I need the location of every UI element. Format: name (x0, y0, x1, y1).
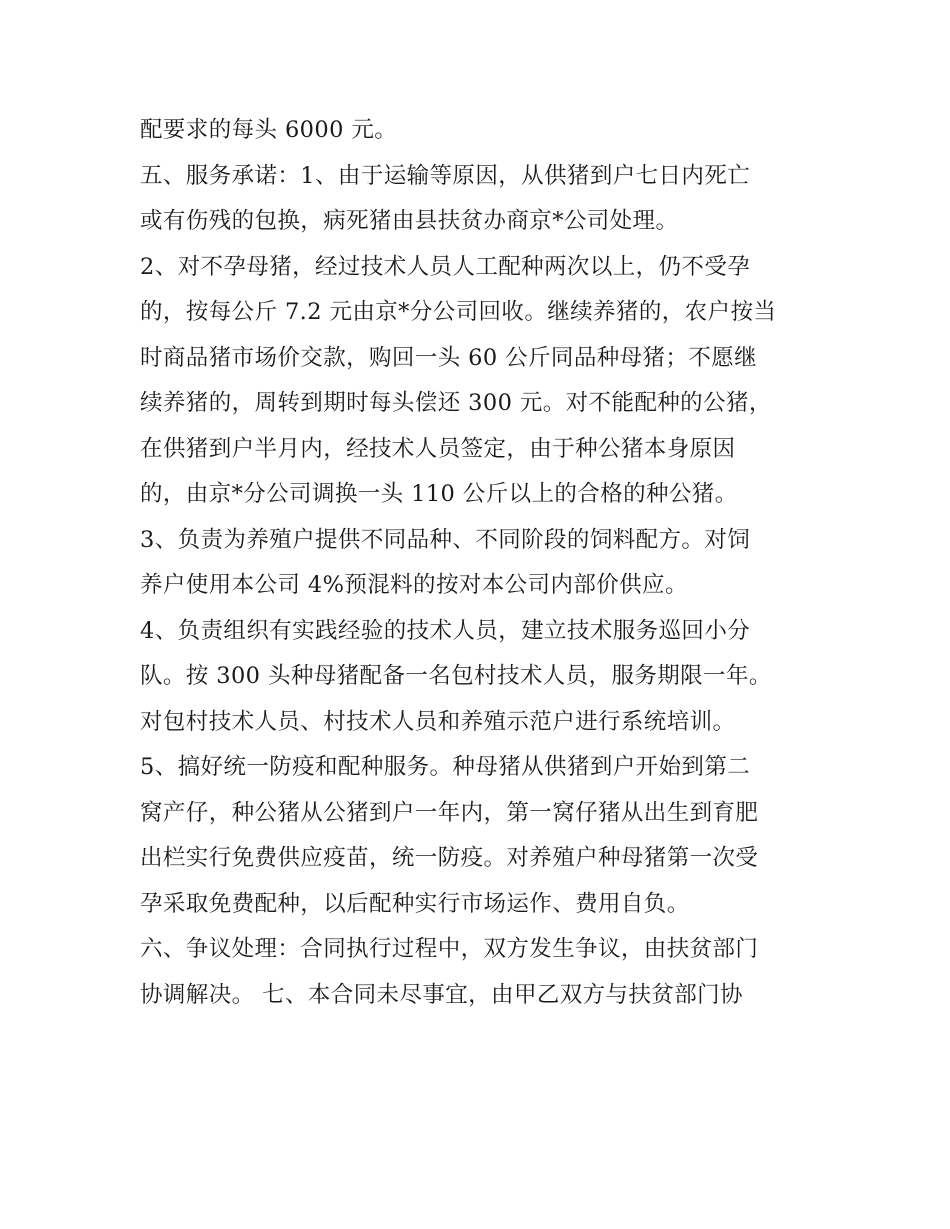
text-line: 对包村技术人员、村技术人员和养殖示范户进行系统培训。 (140, 708, 736, 735)
text-line: 2、对不孕母猪，经过技术人员人工配种两次以上，仍不受孕 (140, 253, 751, 280)
text-line: 六、争议处理：合同执行过程中，双方发生争议，由扶贫部门 (140, 936, 759, 962)
text-line: 孕采取免费配种，以后配种实行市场运作、费用自负。 (140, 890, 690, 917)
text-line: 时商品猪市场价交款，购回一头 60 公斤同品种母猪；不愿继 (140, 344, 758, 371)
text-line: 的，按每公斤 7.2 元由京*分公司回收。继续养猪的，农户按当 (140, 299, 777, 325)
text-line: 养户使用本公司 4%预混料的按对本公司内部价供应。 (140, 572, 688, 598)
text-line: 协调解决。 七、本合同未尽事宜，由甲乙双方与扶贫部门协 (140, 981, 743, 1008)
text-line: 的，由京*分公司调换一头 110 公斤以上的合格的种公猪。 (140, 481, 738, 507)
text-line: 窝产仔，种公猪从公猪到户一年内，第一窝仔猪从出生到育肥 (140, 799, 759, 826)
contract-text-block (140, 108, 830, 1018)
text-line: 出栏实行免费供应疫苗，统一防疫。对养殖户种母猪第一次受 (140, 845, 759, 871)
text-line: 或有伤残的包换，病死猪由县扶贫办商京*公司处理。 (140, 208, 679, 234)
text-line: 五、服务承诺：1、由于运输等原因，从供猪到户七日内死亡 (140, 162, 751, 189)
text-line: 3、负责为养殖户提供不同品种、不同阶段的饲料配方。对饲 (140, 526, 751, 553)
text-line: 续养猪的，周转到期时每头偿还 300 元。对不能配种的公猪， (140, 390, 772, 416)
text-line: 配要求的每头 6000 元。 (140, 117, 398, 143)
text-line: 5、搞好统一防疫和配种服务。种母猪从供猪到户开始到第二 (140, 754, 751, 780)
text-line: 在供猪到户半月内，经技术人员签定，由于种公猪本身原因 (140, 435, 736, 462)
text-line: 队。按 300 头种母猪配备一名包村技术人员，服务期限一年。 (140, 663, 772, 689)
text-line: 4、负责组织有实践经验的技术人员，建立技术服务巡回小分 (140, 617, 751, 644)
